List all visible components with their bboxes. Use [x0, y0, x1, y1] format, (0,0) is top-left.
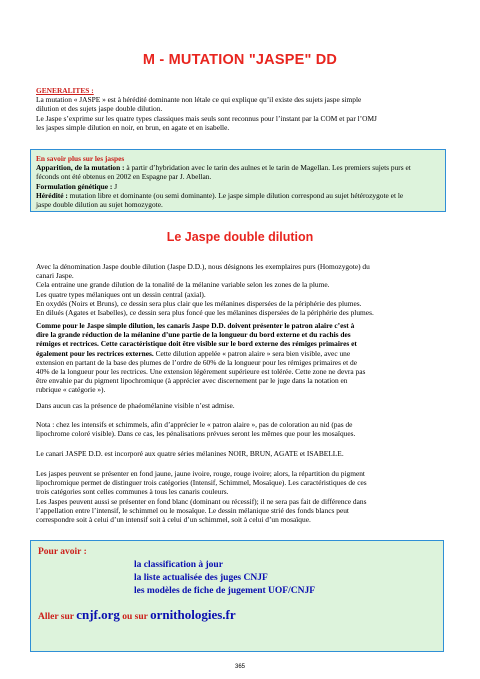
- intro-line: En dilués (Agates et Isabelles), ce dessin sera plus foncé que les mélanines dispersées de la périphérie des plumes.: [36, 308, 374, 318]
- formule-value: J: [112, 181, 118, 191]
- standard-bold-text: rémiges et rectrices. Cette caractéristique doit être visible sur le bord externe des rémiges primaires et: [36, 339, 357, 349]
- standard-bold-text: Comme pour le Jaspe simple dilution, les canaris Jaspe D.D. doivent présenter le patron alaire c’est à: [36, 321, 355, 330]
- cnjf-link[interactable]: cnjf.org: [76, 607, 120, 622]
- fonds-line: lipochromique permet de distinguer trois catégories (Intensif, Schimmel, Mosaïque). Les caractéristiques de ces: [36, 478, 367, 488]
- pheomelanin-text: Dans aucun cas la présence de phaéomélanine visible n’est admise.: [36, 401, 235, 410]
- page-title: M - MUTATION "JASPE" DD: [142, 52, 338, 68]
- note-line: lipochrome coloré visible). Dans ce cas, les pénalisations prévues seront les mêmes que pour les mosaïques.: [36, 429, 356, 439]
- fonds-line: correspondre soit à celui d’un intensif soit à celui d’un schimmel, soit à celui d’un mosaïque.: [36, 515, 311, 525]
- cta-list: [134, 559, 436, 598]
- fonds-line: l’appellation entre l’intensif, le schimmel ou le mosaïque. Le dessin mélanique strié des fonds blancs peut: [36, 505, 349, 515]
- generalites-line: Le Jaspe s’exprime sur les quatre types classiques mais seuls sont reconnus pour l’instant par la COM et par l’OMJ: [36, 113, 377, 123]
- apparition-text: à partir d’hybridation avec le tarin des aulnes et le tarin de Magellan. Les premiers sujets purs et: [124, 163, 411, 173]
- cta-links: [38, 606, 436, 624]
- fonds-paragraph: [36, 469, 456, 524]
- heredite-text: mutation libre et dominante (ou semi dominante). Le jaspe simple dilution correspond au sujet hétérozygote et le: [67, 190, 404, 200]
- apparition-line: [36, 163, 440, 172]
- generalites-line: dilution et des sujets jaspe double dilution.: [36, 104, 163, 114]
- apparition-label: Apparition, de la mutation :: [36, 163, 125, 173]
- standard-bold-line: [36, 339, 456, 348]
- heredite-label: Hérédité :: [36, 190, 68, 200]
- standard-bold-text: également pour les rectrices externes.: [36, 348, 154, 358]
- series-text: Le canari JASPE D.D. est incorporé aux quatre séries mélanines NOIR, BRUN, AGATE et ISABELLE.: [36, 449, 344, 458]
- intro-line: canari Jaspe.: [36, 271, 74, 281]
- standard-line: extension en partant de la base des plumes de l’ordre de 60% de la longueur pour les rémiges primaires et de: [36, 357, 357, 367]
- standard-paragraph: [36, 321, 456, 395]
- fonds-line: Les Jaspes peuvent aussi se présenter en fond blanc (dominant ou récessif); il ne sera pas fait de différence dans: [36, 496, 367, 506]
- ornithologies-link[interactable]: ornithologies.fr: [150, 607, 236, 622]
- standard-line: 40% de la longueur pour les rectrices. Une extension légèrement supérieure est tolérée. Cette zone ne devra pas: [36, 367, 366, 377]
- cta-item: la classification à jour: [134, 560, 223, 570]
- intro-line: En oxydés (Noirs et Bruns), ce dessin sera plus clair que les mélanines dispersées de la périphérie des plumes.: [36, 298, 362, 308]
- cta-aller-sur: Aller sur: [38, 612, 77, 622]
- note-line: Nota : chez les intensifs et schimmels, afin d’apprécier le « patron alaire », pas de coloration au nid (pas de: [36, 420, 353, 429]
- cta-heading: Pour avoir :: [38, 547, 87, 557]
- info-box: [30, 149, 446, 212]
- note-paragraph: [36, 420, 456, 438]
- intro-line: Avec la dénomination Jaspe double dilution (Jaspe D.D.), nous désignons les exemplaires purs (Homozygote) du: [36, 262, 370, 271]
- standard-line: rubrique « catégorie »).: [36, 385, 106, 395]
- info-box-heading: En savoir plus sur les jaspes: [36, 154, 125, 163]
- generalites-line: La mutation « JASPE » est à hérédité dominante non létale ce qui explique qu’il existe des sujets jaspe simple: [36, 95, 362, 105]
- cta-item: les modèles de fiche de jugement UOF/CNJF: [134, 586, 315, 596]
- standard-bold-line: [36, 330, 456, 339]
- formule-line: [36, 182, 440, 191]
- standard-normal-text: Cette dilution appelée « patron alaire » sera bien visible, avec une: [153, 348, 351, 358]
- heredite-line-2: jaspe double dilution au sujet homozygote.: [36, 200, 163, 210]
- cta-item: la liste actualisée des juges CNJF: [134, 573, 268, 583]
- intro-line: Les quatre types mélaniques ont un dessin central (axial).: [36, 289, 206, 299]
- standard-bold-line: [36, 321, 456, 330]
- cta-box: [30, 540, 444, 652]
- fonds-line: Les jaspes peuvent se présenter en fond jaune, jaune ivoire, rouge, rouge ivoire; alors, la répartition du pigment: [36, 469, 365, 478]
- generalites-section: [36, 86, 456, 132]
- fonds-line: trois catégories sont celles communes à tous les canaris couleurs.: [36, 487, 229, 497]
- standard-mixed-line: [36, 349, 456, 358]
- apparition-line-2: féconds ont été obtenus en 2002 en Espagne par J. Abellan.: [36, 172, 212, 182]
- formule-label: Formulation génétique :: [36, 181, 113, 191]
- page-number: 365: [234, 664, 245, 670]
- intro-paragraph: [36, 262, 456, 317]
- generalites-line: les jaspes simple dilution en noir, en brun, en agate et en isabelle.: [36, 122, 230, 132]
- generalites-heading: GENERALITES :: [36, 86, 94, 95]
- standard-line: être envahie par du pigment lipochromique (à apprécier avec discernement par le juge dans la notation en: [36, 376, 348, 386]
- standard-bold-text: dire la grande réduction de la mélanine d’une partie de la longueur du bord externe et du rachis des: [36, 330, 351, 340]
- cta-ou-sur: ou sur: [119, 612, 151, 622]
- heredite-line: [36, 191, 440, 200]
- intro-line: Cela entraine une grande dilution de la tonalité de la mélanine variable selon les zones de la plume.: [36, 280, 330, 290]
- section-subtitle: Le Jaspe double dilution: [166, 230, 314, 244]
